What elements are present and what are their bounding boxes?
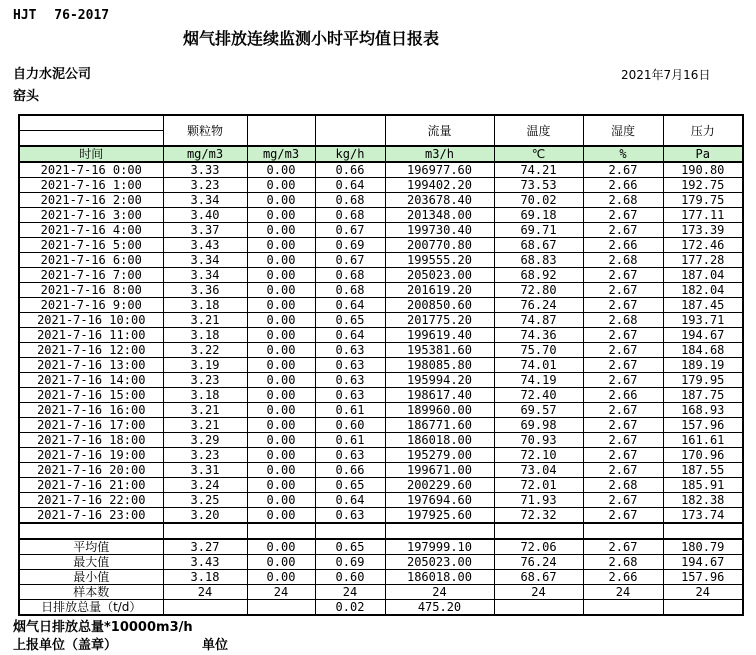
value-cell: 0.68	[315, 268, 385, 283]
value-cell: 199555.20	[385, 253, 494, 268]
value-cell: 0.00	[247, 208, 315, 223]
col-group-humidity: 湿度	[583, 115, 663, 146]
value-cell: 201619.20	[385, 283, 494, 298]
value-cell: 24	[663, 585, 743, 600]
value-cell: 168.93	[663, 403, 743, 418]
value-cell: 177.28	[663, 253, 743, 268]
value-cell: 199619.40	[385, 328, 494, 343]
value-cell: 187.75	[663, 388, 743, 403]
company-name: 自力水泥公司	[13, 67, 92, 82]
value-cell: 195279.00	[385, 448, 494, 463]
value-cell: 2.67	[583, 343, 663, 358]
value-cell: 2.68	[583, 555, 663, 570]
value-cell: 2.68	[583, 193, 663, 208]
value-cell: 0.00	[247, 493, 315, 508]
value-cell: 3.20	[163, 508, 247, 524]
hourly-row	[19, 343, 743, 358]
value-cell: 3.34	[163, 268, 247, 283]
value-cell: 186771.60	[385, 418, 494, 433]
value-cell: 186018.00	[385, 570, 494, 585]
row-label-cell: 2021-7-16 6:00	[19, 253, 163, 268]
value-cell: 0.00	[247, 448, 315, 463]
value-cell: 197925.60	[385, 508, 494, 524]
row-label-cell: 2021-7-16 12:00	[19, 343, 163, 358]
value-cell: 72.32	[494, 508, 583, 524]
value-cell: 0.00	[247, 343, 315, 358]
value-cell: 0.00	[247, 313, 315, 328]
value-cell: 0.00	[247, 178, 315, 193]
corner-cell-top	[19, 115, 163, 131]
value-cell: 3.36	[163, 283, 247, 298]
value-cell: 0.68	[315, 283, 385, 298]
value-cell: 74.36	[494, 328, 583, 343]
value-cell	[494, 523, 583, 539]
value-cell: 3.18	[163, 328, 247, 343]
unit-header-row	[19, 146, 743, 162]
row-label-cell: 样本数	[19, 585, 163, 600]
value-cell: 0.00	[247, 373, 315, 388]
value-cell: 2.67	[583, 508, 663, 524]
value-cell: 24	[494, 585, 583, 600]
row-label-cell: 2021-7-16 18:00	[19, 433, 163, 448]
col-group-empty-1	[247, 115, 315, 146]
value-cell	[163, 600, 247, 616]
value-cell: 0.00	[247, 539, 315, 555]
value-cell: 2.68	[583, 478, 663, 493]
value-cell: 0.63	[315, 388, 385, 403]
row-label-cell: 最小值	[19, 570, 163, 585]
row-label-cell: 2021-7-16 22:00	[19, 493, 163, 508]
value-cell: 205023.00	[385, 268, 494, 283]
value-cell: 0.63	[315, 373, 385, 388]
value-cell: 193.71	[663, 313, 743, 328]
value-cell: 70.02	[494, 193, 583, 208]
value-cell: 0.60	[315, 418, 385, 433]
unit-cell-mgm3-1: mg/m3	[163, 146, 247, 162]
value-cell: 71.93	[494, 493, 583, 508]
value-cell: 3.29	[163, 433, 247, 448]
col-group-empty-2	[315, 115, 385, 146]
value-cell: 72.10	[494, 448, 583, 463]
value-cell	[583, 523, 663, 539]
value-cell: 2.67	[583, 358, 663, 373]
value-cell: 70.93	[494, 433, 583, 448]
group-header-row	[19, 115, 743, 131]
value-cell: 0.00	[247, 253, 315, 268]
hourly-row	[19, 358, 743, 373]
row-label-cell: 2021-7-16 9:00	[19, 298, 163, 313]
value-cell: 185.91	[663, 478, 743, 493]
value-cell: 187.04	[663, 268, 743, 283]
hourly-row	[19, 253, 743, 268]
monitoring-data-table	[18, 114, 744, 616]
value-cell: 0.00	[247, 358, 315, 373]
value-cell: 0.66	[315, 162, 385, 178]
value-cell: 2.66	[583, 178, 663, 193]
value-cell: 157.96	[663, 570, 743, 585]
value-cell: 2.66	[583, 238, 663, 253]
value-cell: 3.27	[163, 539, 247, 555]
value-cell: 2.67	[583, 298, 663, 313]
value-cell: 192.75	[663, 178, 743, 193]
value-cell: 0.63	[315, 448, 385, 463]
value-cell: 2.67	[583, 328, 663, 343]
value-cell: 0.69	[315, 555, 385, 570]
value-cell: 475.20	[385, 600, 494, 616]
value-cell: 24	[583, 585, 663, 600]
row-label-cell: 2021-7-16 1:00	[19, 178, 163, 193]
value-cell	[663, 523, 743, 539]
row-label-cell: 2021-7-16 14:00	[19, 373, 163, 388]
value-cell: 24	[247, 585, 315, 600]
value-cell: 3.19	[163, 358, 247, 373]
value-cell: 0.00	[247, 555, 315, 570]
value-cell: 200229.60	[385, 478, 494, 493]
unit-cell-mgm3-2: mg/m3	[247, 146, 315, 162]
value-cell: 3.18	[163, 570, 247, 585]
value-cell: 173.39	[663, 223, 743, 238]
hourly-row	[19, 178, 743, 193]
col-group-flow: 流量	[385, 115, 494, 146]
value-cell: 196977.60	[385, 162, 494, 178]
hourly-row	[19, 268, 743, 283]
value-cell: 73.53	[494, 178, 583, 193]
value-cell: 0.61	[315, 433, 385, 448]
value-cell: 0.65	[315, 313, 385, 328]
value-cell: 2.67	[583, 162, 663, 178]
value-cell: 0.00	[247, 463, 315, 478]
hourly-row	[19, 313, 743, 328]
unit-cell-m3h: m3/h	[385, 146, 494, 162]
value-cell: 74.19	[494, 373, 583, 388]
value-cell: 189960.00	[385, 403, 494, 418]
value-cell: 74.21	[494, 162, 583, 178]
value-cell: 2.67	[583, 418, 663, 433]
value-cell: 3.23	[163, 373, 247, 388]
value-cell: 2.66	[583, 570, 663, 585]
value-cell: 75.70	[494, 343, 583, 358]
row-label-cell: 2021-7-16 16:00	[19, 403, 163, 418]
value-cell: 0.68	[315, 208, 385, 223]
col-group-pressure: 压力	[663, 115, 743, 146]
reporting-unit-label: 上报单位（盖章）	[13, 638, 118, 653]
value-cell: 184.68	[663, 343, 743, 358]
value-cell: 2.67	[583, 448, 663, 463]
value-cell: 179.95	[663, 373, 743, 388]
col-group-particulate: 颗粒物	[163, 115, 247, 146]
hourly-row	[19, 208, 743, 223]
value-cell: 2.67	[583, 208, 663, 223]
value-cell: 182.04	[663, 283, 743, 298]
value-cell: 3.21	[163, 313, 247, 328]
row-label-cell: 2021-7-16 13:00	[19, 358, 163, 373]
value-cell: 73.04	[494, 463, 583, 478]
unit-cell-percent: %	[583, 146, 663, 162]
value-cell: 199402.20	[385, 178, 494, 193]
summary-row	[19, 585, 743, 600]
value-cell: 190.80	[663, 162, 743, 178]
hourly-row	[19, 238, 743, 253]
value-cell: 0.02	[315, 600, 385, 616]
value-cell: 199671.00	[385, 463, 494, 478]
value-cell: 0.00	[247, 298, 315, 313]
value-cell: 2.67	[583, 373, 663, 388]
row-label-cell: 2021-7-16 17:00	[19, 418, 163, 433]
row-label-cell: 日排放总量（t/d）	[19, 600, 163, 616]
value-cell: 161.61	[663, 433, 743, 448]
value-cell	[583, 600, 663, 616]
value-cell: 3.24	[163, 478, 247, 493]
value-cell: 72.80	[494, 283, 583, 298]
row-label-cell: 2021-7-16 20:00	[19, 463, 163, 478]
value-cell: 2.67	[583, 283, 663, 298]
value-cell: 0.00	[247, 403, 315, 418]
value-cell: 0.63	[315, 508, 385, 524]
value-cell: 195994.20	[385, 373, 494, 388]
value-cell: 0.67	[315, 253, 385, 268]
value-cell: 0.00	[247, 570, 315, 585]
value-cell: 198085.80	[385, 358, 494, 373]
value-cell: 201348.00	[385, 208, 494, 223]
value-cell: 69.71	[494, 223, 583, 238]
value-cell: 170.96	[663, 448, 743, 463]
hourly-row	[19, 298, 743, 313]
row-label-cell	[19, 523, 163, 539]
value-cell: 0.64	[315, 298, 385, 313]
value-cell: 0.67	[315, 223, 385, 238]
value-cell: 3.23	[163, 178, 247, 193]
row-label-cell: 2021-7-16 19:00	[19, 448, 163, 463]
value-cell	[663, 600, 743, 616]
value-cell: 74.01	[494, 358, 583, 373]
value-cell: 180.79	[663, 539, 743, 555]
summary-row	[19, 555, 743, 570]
row-label-cell: 2021-7-16 0:00	[19, 162, 163, 178]
value-cell: 0.00	[247, 283, 315, 298]
value-cell: 69.18	[494, 208, 583, 223]
value-cell: 194.67	[663, 328, 743, 343]
value-cell: 172.46	[663, 238, 743, 253]
value-cell: 0.00	[247, 193, 315, 208]
report-title: 烟气排放连续监测小时平均值日报表	[182, 29, 439, 48]
value-cell: 2.67	[583, 539, 663, 555]
value-cell: 200770.80	[385, 238, 494, 253]
value-cell: 182.38	[663, 493, 743, 508]
value-cell	[247, 600, 315, 616]
value-cell: 0.00	[247, 268, 315, 283]
value-cell: 24	[385, 585, 494, 600]
value-cell: 3.43	[163, 555, 247, 570]
value-cell	[494, 600, 583, 616]
row-label-cell: 2021-7-16 10:00	[19, 313, 163, 328]
value-cell: 3.18	[163, 388, 247, 403]
value-cell: 3.40	[163, 208, 247, 223]
hourly-row	[19, 418, 743, 433]
value-cell: 24	[315, 585, 385, 600]
hourly-row	[19, 373, 743, 388]
summary-row	[19, 570, 743, 585]
corner-cell-bottom	[19, 131, 163, 147]
row-label-cell: 2021-7-16 23:00	[19, 508, 163, 524]
value-cell: 2.67	[583, 268, 663, 283]
row-label-cell: 2021-7-16 2:00	[19, 193, 163, 208]
summary-row	[19, 539, 743, 555]
value-cell: 0.00	[247, 508, 315, 524]
value-cell	[315, 523, 385, 539]
value-cell: 2.66	[583, 388, 663, 403]
value-cell: 197694.60	[385, 493, 494, 508]
row-label-cell: 2021-7-16 8:00	[19, 283, 163, 298]
value-cell: 3.25	[163, 493, 247, 508]
value-cell: 3.37	[163, 223, 247, 238]
value-cell: 187.45	[663, 298, 743, 313]
hourly-row	[19, 328, 743, 343]
value-cell	[385, 523, 494, 539]
value-cell: 157.96	[663, 418, 743, 433]
total-emission-note: 烟气日排放总量*10000m3/h	[13, 620, 193, 635]
row-label-cell: 2021-7-16 11:00	[19, 328, 163, 343]
value-cell: 189.19	[663, 358, 743, 373]
value-cell: 3.31	[163, 463, 247, 478]
value-cell: 3.33	[163, 162, 247, 178]
value-cell: 187.55	[663, 463, 743, 478]
value-cell: 0.00	[247, 162, 315, 178]
value-cell: 2.67	[583, 223, 663, 238]
value-cell: 74.87	[494, 313, 583, 328]
standard-code: HJT 76-2017	[13, 8, 110, 23]
value-cell: 68.67	[494, 570, 583, 585]
value-cell	[163, 523, 247, 539]
hourly-row	[19, 508, 743, 524]
time-column-header: 时间	[19, 146, 163, 162]
value-cell: 68.83	[494, 253, 583, 268]
value-cell: 0.00	[247, 328, 315, 343]
row-label-cell: 平均值	[19, 539, 163, 555]
value-cell: 179.75	[663, 193, 743, 208]
value-cell: 2.67	[583, 403, 663, 418]
col-group-temperature: 温度	[494, 115, 583, 146]
hourly-row	[19, 193, 743, 208]
value-cell: 2.67	[583, 493, 663, 508]
hourly-row	[19, 478, 743, 493]
spacer-row	[19, 523, 743, 539]
value-cell: 2.68	[583, 313, 663, 328]
value-cell: 69.57	[494, 403, 583, 418]
value-cell: 205023.00	[385, 555, 494, 570]
unit-label: 单位	[202, 638, 229, 653]
value-cell: 72.01	[494, 478, 583, 493]
value-cell: 3.21	[163, 418, 247, 433]
value-cell: 0.68	[315, 193, 385, 208]
row-label-cell: 2021-7-16 21:00	[19, 478, 163, 493]
value-cell: 3.23	[163, 448, 247, 463]
value-cell: 0.63	[315, 343, 385, 358]
value-cell: 2.67	[583, 433, 663, 448]
value-cell: 24	[163, 585, 247, 600]
hourly-row	[19, 493, 743, 508]
value-cell: 203678.40	[385, 193, 494, 208]
value-cell: 0.66	[315, 463, 385, 478]
unit-cell-celsius: ℃	[494, 146, 583, 162]
row-label-cell: 2021-7-16 3:00	[19, 208, 163, 223]
hourly-row	[19, 223, 743, 238]
hourly-row	[19, 433, 743, 448]
hourly-row	[19, 463, 743, 478]
value-cell: 2.68	[583, 253, 663, 268]
value-cell: 0.65	[315, 539, 385, 555]
row-label-cell: 2021-7-16 5:00	[19, 238, 163, 253]
value-cell: 199730.40	[385, 223, 494, 238]
value-cell: 72.40	[494, 388, 583, 403]
row-label-cell: 2021-7-16 7:00	[19, 268, 163, 283]
hourly-row	[19, 388, 743, 403]
unit-cell-pa: Pa	[663, 146, 743, 162]
value-cell: 0.60	[315, 570, 385, 585]
value-cell: 0.00	[247, 238, 315, 253]
row-label-cell: 最大值	[19, 555, 163, 570]
value-cell: 0.64	[315, 178, 385, 193]
unit-cell-kgh: kg/h	[315, 146, 385, 162]
value-cell: 68.92	[494, 268, 583, 283]
row-label-cell: 2021-7-16 15:00	[19, 388, 163, 403]
row-label-cell: 2021-7-16 4:00	[19, 223, 163, 238]
value-cell: 198617.40	[385, 388, 494, 403]
value-cell: 3.34	[163, 253, 247, 268]
hourly-row	[19, 162, 743, 178]
value-cell: 177.11	[663, 208, 743, 223]
value-cell: 0.69	[315, 238, 385, 253]
value-cell: 0.00	[247, 433, 315, 448]
value-cell: 72.06	[494, 539, 583, 555]
value-cell: 3.22	[163, 343, 247, 358]
hourly-row	[19, 283, 743, 298]
value-cell: 0.00	[247, 418, 315, 433]
value-cell: 3.18	[163, 298, 247, 313]
value-cell: 0.65	[315, 478, 385, 493]
value-cell	[247, 523, 315, 539]
value-cell: 173.74	[663, 508, 743, 524]
value-cell: 0.00	[247, 478, 315, 493]
value-cell: 195381.60	[385, 343, 494, 358]
value-cell: 0.64	[315, 493, 385, 508]
value-cell: 68.67	[494, 238, 583, 253]
monitor-point-name: 窑头	[13, 89, 40, 104]
value-cell: 0.63	[315, 358, 385, 373]
value-cell: 69.98	[494, 418, 583, 433]
value-cell: 76.24	[494, 555, 583, 570]
value-cell: 0.61	[315, 403, 385, 418]
value-cell: 197999.10	[385, 539, 494, 555]
value-cell: 194.67	[663, 555, 743, 570]
value-cell: 0.00	[247, 388, 315, 403]
value-cell: 0.64	[315, 328, 385, 343]
value-cell: 201775.20	[385, 313, 494, 328]
value-cell: 76.24	[494, 298, 583, 313]
hourly-row	[19, 403, 743, 418]
value-cell: 3.34	[163, 193, 247, 208]
value-cell: 200850.60	[385, 298, 494, 313]
value-cell: 2.67	[583, 463, 663, 478]
report-date: 2021年7月16日	[621, 68, 711, 82]
value-cell: 0.00	[247, 223, 315, 238]
value-cell: 3.43	[163, 238, 247, 253]
summary-row	[19, 600, 743, 616]
value-cell: 186018.00	[385, 433, 494, 448]
value-cell: 3.21	[163, 403, 247, 418]
hourly-row	[19, 448, 743, 463]
